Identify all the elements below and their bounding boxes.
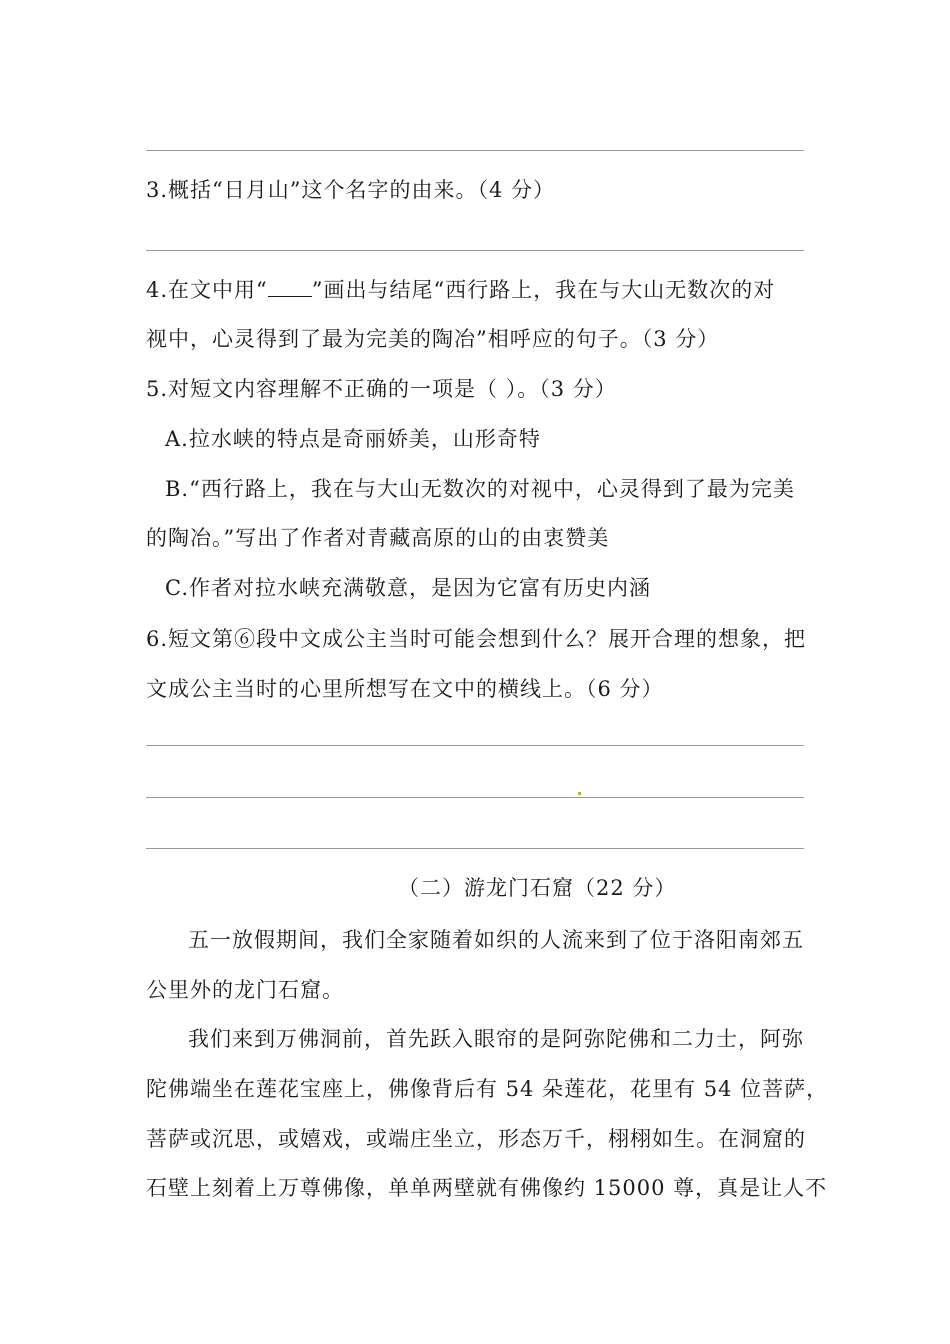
answer-line-q6-3 xyxy=(146,848,804,849)
question-5-option-b-line-2: 的陶冶。”写出了作者对青藏高原的山的由衷赞美 xyxy=(146,526,610,550)
paragraph-2-line-1: 我们来到万佛洞前，首先跃入眼帘的是阿弥陀佛和二力士，阿弥 xyxy=(188,1027,804,1051)
question-4-suffix: ”画出与结尾“西行路上，我在与大山无数次的对 xyxy=(311,278,776,302)
answer-line-q6-2 xyxy=(146,797,804,798)
question-6-line-1: 6.短文第⑥段中文成公主当时可能会想到什么？展开合理的想象，把 xyxy=(146,627,807,651)
scan-speck xyxy=(578,792,581,795)
paragraph-2-line-4: 石壁上刻着上万尊佛像，单单两壁就有佛像约 15000 尊，真是让人不 xyxy=(146,1176,828,1200)
question-4-line-2: 视中，心灵得到了最为完美的陶冶”相呼应的句子。（3 分） xyxy=(146,327,720,351)
question-4-prefix: 4.在文中用“ xyxy=(146,278,268,302)
answer-line-q3 xyxy=(146,250,804,251)
section-title: （二）游龙门石窟（22 分） xyxy=(398,876,677,900)
question-4-line-1 xyxy=(146,276,775,304)
paragraph-2-line-2: 陀佛端坐在莲花宝座上，佛像背后有 54 朵莲花，花里有 54 位菩萨， xyxy=(146,1077,829,1101)
underline-mark xyxy=(268,276,312,297)
question-5-option-c: C.作者对拉水峡充满敬意，是因为它富有历史内涵 xyxy=(165,576,651,600)
question-5-stem: 5.对短文内容理解不正确的一项是（ ）。（3 分） xyxy=(146,377,617,401)
answer-line-q2 xyxy=(146,150,804,151)
question-3: 3.概括“日月山”这个名字的由来。（4 分） xyxy=(146,178,556,202)
question-6-line-2: 文成公主当时的心里所想写在文中的横线上。（6 分） xyxy=(146,677,664,701)
answer-line-q6-1 xyxy=(146,745,804,746)
paragraph-2-line-3: 菩萨或沉思，或嬉戏，或端庄坐立，形态万千，栩栩如生。在洞窟的 xyxy=(146,1127,806,1151)
paragraph-1-line-2: 公里外的龙门石窟。 xyxy=(146,978,344,1002)
question-5-option-b-line-1: B.“西行路上，我在与大山无数次的对视中，心灵得到了最为完美 xyxy=(165,477,795,501)
question-5-option-a: A.拉水峡的特点是奇丽娇美，山形奇特 xyxy=(165,427,541,451)
paragraph-1-line-1: 五一放假期间，我们全家随着如织的人流来到了位于洛阳南郊五 xyxy=(188,928,804,952)
